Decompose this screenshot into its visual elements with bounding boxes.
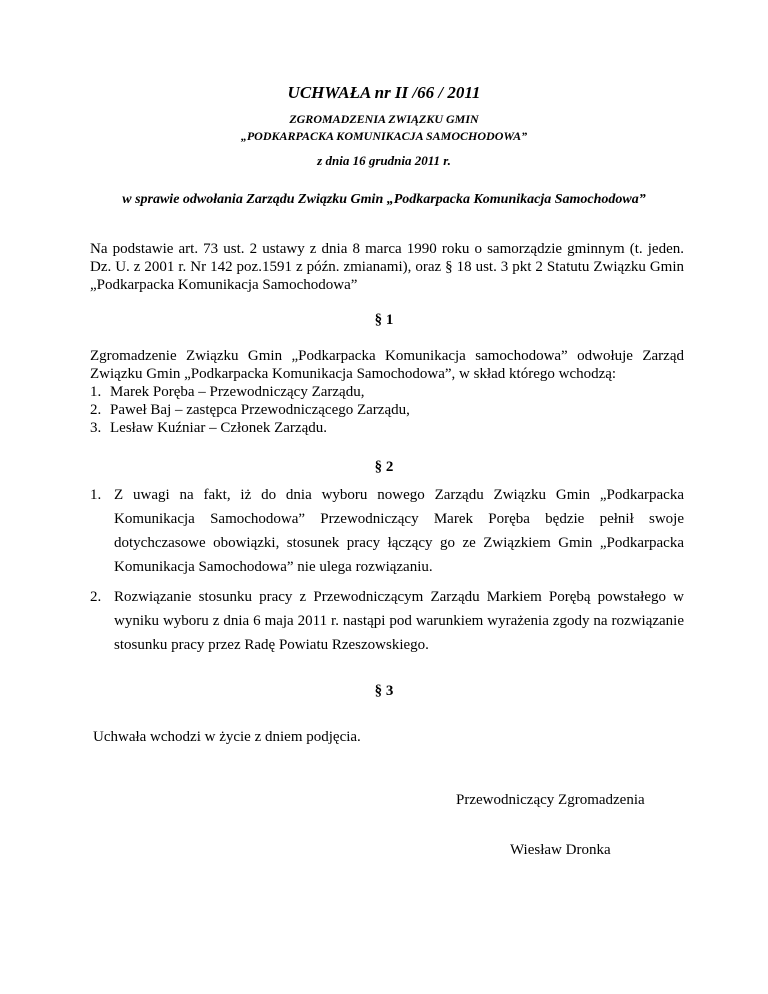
list-item <box>90 585 684 657</box>
section-1-intro: Zgromadzenie Związku Gmin „Podkarpacka Komunikacja samochodowa” odwołuje Zarząd Związku Gmin „Podkarpacka Komunikacja Samochodowa”, w skład którego wchodzą: <box>90 348 684 382</box>
section-1-heading: § 1 <box>374 312 394 328</box>
list-item-text: Marek Poręba – Przewodniczący Zarządu, <box>110 384 365 400</box>
list-item-text: Rozwiązanie stosunku pracy z Przewodniczącym Zarządu Markiem Porębą powstałego w wyniku wyboru z dnia 6 maja 2011 r. nastąpi pod warunkiem wyrażenia zgody na rozwiązanie stosunku pracy przez Radę Powiatu Rzeszowskiego. <box>114 589 684 653</box>
list-item <box>90 401 684 419</box>
resolution-subject: w sprawie odwołania Zarządu Związku Gmin „Podkarpacka Komunikacja Samochodowa” <box>122 192 646 207</box>
section-2-list <box>90 483 684 663</box>
list-item-text: Lesław Kuźniar – Członek Zarządu. <box>110 420 327 436</box>
list-number: 2. <box>90 402 102 418</box>
section-2-heading: § 2 <box>374 459 394 475</box>
resolution-title: UCHWAŁA nr II /66 / 2011 <box>287 83 481 102</box>
list-number: 2. <box>90 589 102 605</box>
list-item <box>90 483 684 579</box>
list-item-text: Z uwagi na fakt, iż do dnia wyboru nowego Zarządu Związku Gmin „Podkarpacka Komunikacja Samochodowa” Przewodniczący Marek Poręba będzie pełnił swoje dotychczasowe obowiązki, stosunek pracy łączący go ze Związkiem Gmin „Podkarpacka Komunikacja Samochodowa” nie ulega rozwiązaniu. <box>114 487 684 575</box>
list-number: 1. <box>90 384 102 400</box>
list-item <box>90 419 684 437</box>
effective-clause: Uchwała wchodzi w życie z dniem podjęcia. <box>93 729 361 745</box>
issuer-line-2: „PODKARPACKA KOMUNIKACJA SAMOCHODOWA” <box>240 129 528 143</box>
list-item <box>90 383 684 401</box>
legal-basis: Na podstawie art. 73 ust. 2 ustawy z dnia 8 marca 1990 roku o samorządzie gminnym (t. jeden. Dz. U. z 2001 r. Nr 142 poz.1591 z późn. zmianami), oraz § 18 ust. 3 pkt 2 Statutu Związku Gmin „Podkarpacka Komunikacja Samochodowa” <box>90 241 684 293</box>
issuer-line-1: ZGROMADZENIA ZWIĄZKU GMIN <box>289 112 479 126</box>
resolution-date: z dnia 16 grudnia 2011 r. <box>317 153 451 168</box>
list-item-text: Paweł Baj – zastępca Przewodniczącego Zarządu, <box>110 402 410 418</box>
signatory-name: Wiesław Dronka <box>510 842 611 858</box>
list-number: 3. <box>90 420 102 436</box>
section-3-heading: § 3 <box>374 683 394 699</box>
board-members-list <box>90 383 684 437</box>
signatory-title: Przewodniczący Zgromadzenia <box>456 792 645 808</box>
list-number: 1. <box>90 487 102 503</box>
